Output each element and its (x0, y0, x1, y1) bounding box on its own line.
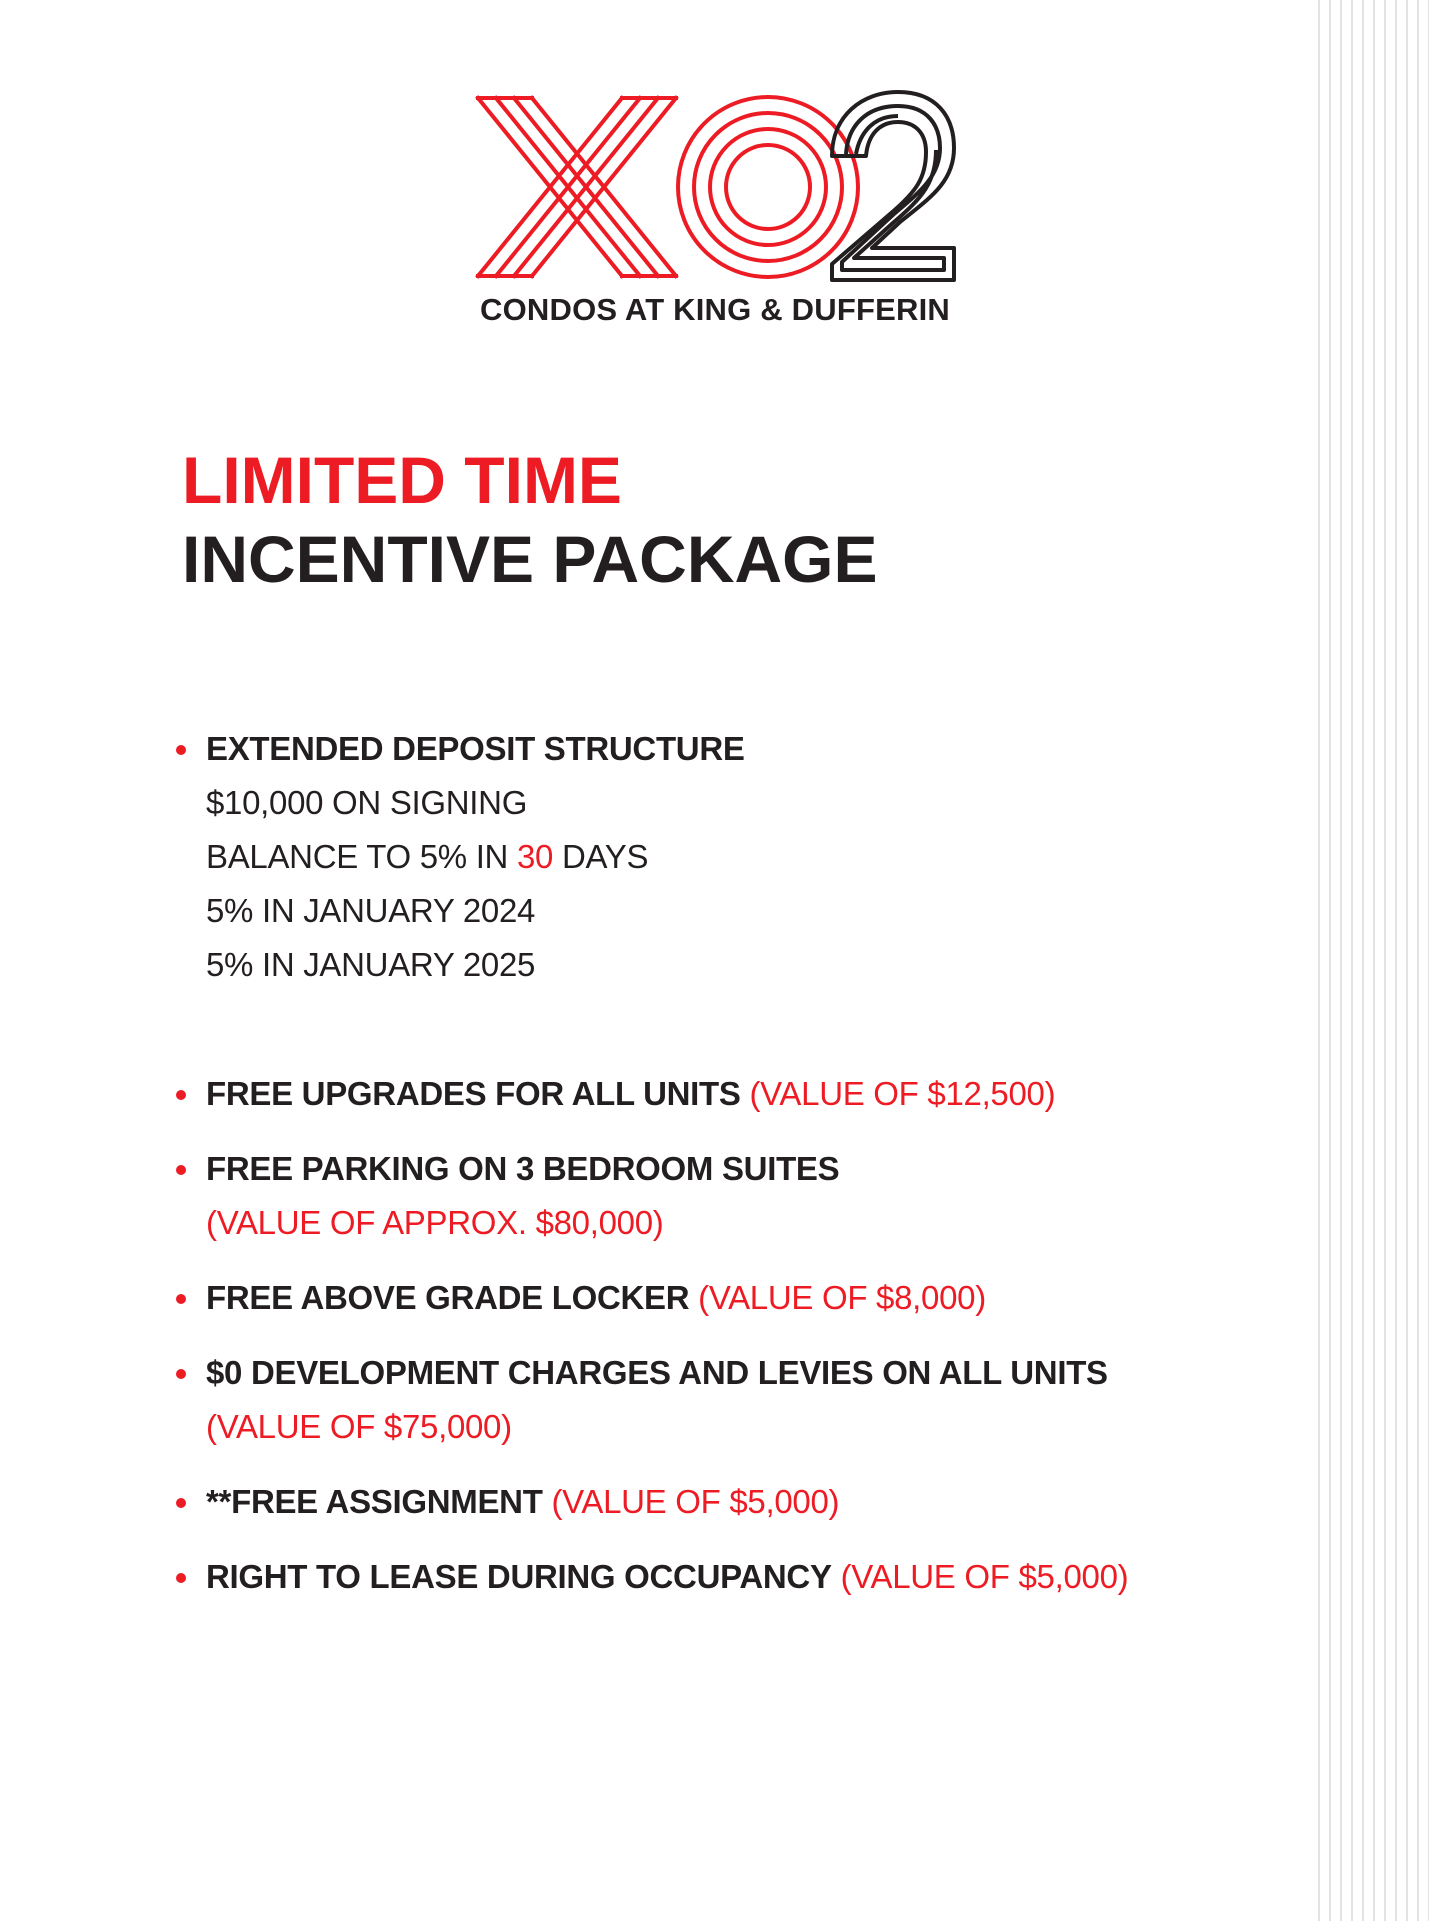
list-item-free-upgrades (176, 1067, 1306, 1121)
bullet-icon (176, 1369, 186, 1379)
headline-limited-time: LIMITED TIME (182, 443, 622, 517)
deposit-jan-2025: 5% IN JANUARY 2025 (206, 946, 536, 983)
bullet-icon (176, 1090, 186, 1100)
incentive-value: (VALUE OF $75,000) (206, 1408, 512, 1445)
list-item-free-locker (176, 1271, 1306, 1325)
bullet-icon (176, 1498, 186, 1508)
bullet-icon (176, 1165, 186, 1175)
list-item-right-to-lease (176, 1550, 1306, 1604)
deposit-title: EXTENDED DEPOSIT STRUCTURE (206, 730, 745, 767)
incentive-value: (VALUE OF $8,000) (698, 1279, 986, 1316)
incentive-value: (VALUE OF APPROX. $80,000) (206, 1204, 664, 1241)
incentive-value: (VALUE OF $5,000) (840, 1558, 1129, 1595)
incentive-value: (VALUE OF $12,500) (749, 1075, 1056, 1112)
list-item-free-parking (176, 1142, 1306, 1250)
bullet-icon (176, 1573, 186, 1583)
incentive-value: (VALUE OF $5,000) (551, 1483, 840, 1520)
incentive-title: FREE UPGRADES FOR ALL UNITS (206, 1075, 741, 1112)
incentive-title: **FREE ASSIGNMENT (206, 1483, 543, 1520)
bullet-icon (176, 1294, 186, 1304)
incentive-title: FREE ABOVE GRADE LOCKER (206, 1279, 690, 1316)
deposit-balance-suffix: DAYS (553, 838, 649, 875)
incentive-title: $0 DEVELOPMENT CHARGES AND LEVIES ON ALL UNITS (206, 1354, 1108, 1391)
bullet-icon (176, 745, 186, 755)
incentive-list (176, 722, 1306, 1604)
deposit-balance (206, 830, 1306, 884)
xo2-logo (470, 86, 960, 336)
list-item-deposit-structure (176, 722, 1306, 992)
list-item-development-charges (176, 1346, 1306, 1454)
logo-x-outer (478, 98, 622, 276)
incentive-title: RIGHT TO LEASE DURING OCCUPANCY (206, 1558, 832, 1595)
xo2-logo-mark (470, 86, 960, 291)
logo-tagline: CONDOS AT KING & DUFFERIN (480, 292, 950, 327)
list-item-free-assignment (176, 1475, 1306, 1529)
deposit-balance-prefix: BALANCE TO 5% IN (206, 838, 517, 875)
headline (182, 442, 878, 600)
headline-incentive-package: INCENTIVE PACKAGE (182, 522, 878, 596)
incentive-title: FREE PARKING ON 3 BEDROOM SUITES (206, 1150, 840, 1187)
decorative-stripes (1318, 0, 1429, 1921)
deposit-signing: $10,000 ON SIGNING (206, 784, 528, 821)
deposit-balance-days: 30 (516, 838, 554, 875)
deposit-jan-2024: 5% IN JANUARY 2024 (206, 892, 536, 929)
